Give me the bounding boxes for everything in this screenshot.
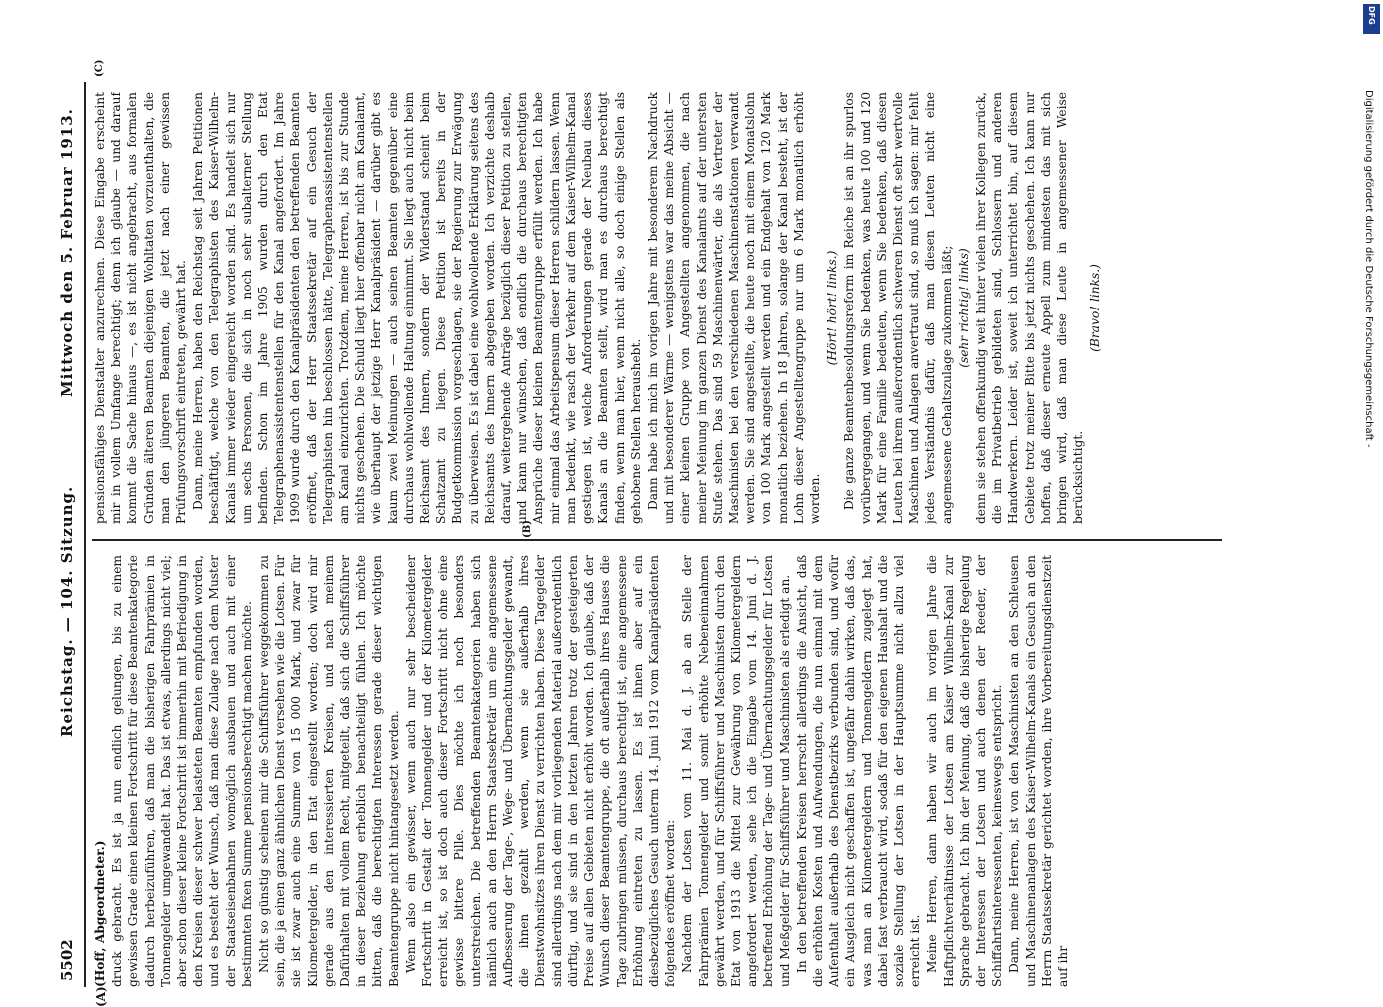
quoted-paragraph: Nachdem der Lotsen vom 11. Mai d. J. ab an Stelle der Fahrprämien Tonnengelder und somit erhöhte Nebeneinnahmen gewährt werden, und für Schiffsführer und Maschinisten durch den Etat von 1913 die Mittel zur Gewährung von Kilometergeldern angefordert werden, sehe ich die Eingabe vom 14. Juni d. J. betreffend Erhöhung der Tage- und Übernachtungsgelder für Lotsen und Meßgelder für Schiffsführer und Maschinisten als erledigt an. [680,555,792,987]
interjection: (sehr richtig! links) [956,248,971,368]
paragraph: pensionsfähiges Dienstalter anzurechnen. Diese Eingabe erscheint mir in vollem Umfange berechtigt; denn ich glaube — und darauf kommt die Sache hinaus —, es ist nicht angebracht, aus formalen Gründen älteren Beamten diejenigen Wohltaten vorzuenthalten, die man den jüngeren Beamten, die jetzt nach einer gewissen Prüfungsvorschrift eintreten, gewährt hat. [93,92,189,524]
session-date: Mittwoch den 5. Februar 1913. [58,108,76,397]
rotated-page [52,59,1262,1007]
margin-marker-c: (C) [94,59,105,77]
interjection: (Bravo! links.) [1088,264,1103,352]
digitization-credit [1360,20,1380,980]
paragraph: Dann habe ich mich im vorigen Jahre mit besonderem Nachdruck und mit besonderer Wärme — wenigstens war das meine Absicht — einer kleinen Gruppe von Angestellten angenommen, die nach meiner Meinung im ganzen Dienst des Kanalamts auf der untersten Stufe stehen. Das sind 59 Maschinenwärter, die als Vertreter der Maschinisten bei den verschiedenen Maschinenstationen verwandt werden. Sie sind angestellte, die heute noch mit einem Monatslohn von 100 Mark angestellt werden und ein Endgehalt von 120 Mark monatlich beziehen. In 18 Jahren, solange der Kanal besteht, ist der Lohn dieser Angestelltengruppe nur um 6 Mark monatlich erhöht worden. [645,92,822,524]
margin-marker-a: (A) [94,986,108,1007]
interjection: (Hört! hört! links.) [825,250,840,366]
paragraph: Die ganze Beamtenbesoldungsreform im Reiche ist an ihr spurlos vorübergegangen, und wenn Sie bedenken, was heute 100 und 120 Mark für eine Familie bedeuten, wenn Sie bedenken, daß diesen Leuten bei ihrem außerordentlich schweren Dienst oft sehr wertvolle Maschinen und Anlagen anvertraut sind, so muß ich sagen: mir fehlt jedes Verständnis dafür, daß man diesen Leuten nicht eine angemessene Gehaltszulage zukommen läßt; [842,92,954,524]
paragraph: Meine Herren, dann haben wir auch im vorigen Jahre die Haftpflichtverhältnisse der Lotsen am Kaiser Wilhelm-Kanal zur Sprache gebracht. Ich bin der Meinung, daß die bisherige Regelung der Interessen der Lotsen und auch denen der Reeder, der Schiffahrtsinteressenten, keineswegs entspricht. [925,555,1005,987]
left-column [92,555,1232,987]
page-number: 5502 [58,939,76,981]
speaker-note: (Hoff, Abgeordneter.) [93,840,107,987]
page-header [52,82,86,987]
paragraph: Dann, meine Herren, haben den Reichstag seit Jahren Petitionen beschäftigt, welche von den Telegraphisten des Kaiser-Wilhelm-Kanals immer wieder eingereicht worden sind. Es handelt sich nur um sechs Personen, die sich in noch sehr subalterner Stellung befinden. Schon im Jahre 1905 wurden durch den Etat Telegraphenassistentenstellen für den Kanal angefordert. Im Jahre 1909 wurde durch den Kanalpräsidenten den betreffenden Beamten eröffnet, daß der Herr Staatssekretär auf ein Gesuch der Telegraphisten hin beschlossen hätte, Telegraphenassistentenstellen am Kanal einzurichten. Trotzdem, meine Herren, ist bis zur Stunde nichts geschehen. Die Schuld liegt hier offenbar nicht am Kanalamt, wie überhaupt der jetzige Herr Kanalpräsident — darüber gibt es kaum zwei Meinungen — auch seinen Beamten gegenüber eine durchaus wohlwollende Haltung einnimmt. Sie liegt auch nicht beim Reichsamt des Innern, sondern der Widerstand scheint beim Schatzamt zu liegen. Diese Petition ist bereits in der Budgetkommission vorgeschlagen, sie der Regierung zur Erwägung zu überweisen. Es ist dabei eine wohlwollende Erklärung seitens des Reichsamts des Innern abgegeben worden. Ich verzichte deshalb darauf, weitergehende Anträge bezüglich dieser Petition zu stellen, und kann nur wünschen, daß endlich die durchaus berechtigten Ansprüche dieser kleinen Beamtengruppe erfüllt werden. Ich habe mir einmal das Arbeitspensum dieser Herren schildern lassen. Wenn man bedenkt, wie rasch der Verkehr auf dem Kaiser-Wilhelm-Kanal gestiegen ist, welche Anforderungen gerade der Neubau dieses Kanals an die Beamten stellt, wird man es durchaus berechtigt finden, wenn man hier, wenn nicht alle, so doch einige Stellen als gehobene Stellen heraushebt. [191,92,643,524]
dfg-logo: DFG [1363,4,1380,34]
credit-text: Digitalisierung gefördert durch die Deutsche Forschungsgemeinschaft - [1363,90,1374,448]
paragraph: druck gebracht. Es ist ja nun endlich gelungen, bis zu einem gewissen Grade einen kleinen Fortschritt für diese Beamtenkategorie dadurch herbeizuführen, daß man die bisherigen Fahrprämien in Tonnengelder umgewandelt hat. Das ist etwas, allerdings nicht viel; aber schon dieser kleine Fortschritt ist immerhin mit Befriedigung in den Kreisen dieser schwer belasteten Beamten empfunden worden, und es besteht der Wunsch, daß man diese Zulage nach dem Muster der Staatseisenbahnen womöglich ausbauen und auch mit einer bestimmten fixen Summe pensionsberechtigt machen möchte. [110,555,254,987]
paragraph: Dann, meine Herren, ist von den Maschinisten an den Schleusen und Maschinenanlagen des Kaiser-Wilhelm-Kanals ein Gesuch an den Herrn Staatssekretär gerichtet worden, ihre Vorbereitungsdienstzeit auf ihr [1007,555,1070,987]
paragraph: Nicht so günstig scheinen mir die Schiffsführer weggekommen zu sein, die ja einen ganz ähnlichen Dienst versehen wie die Lotsen. Für sie ist zwar auch eine Summe von 15 000 Mark, und zwar für Kilometergelder, in den Etat eingestellt worden; doch wird mir gerade aus den interessierten Kreisen, und nach meinem Dafürhalten mit vollem Recht, mitgeteilt, daß sich die Schiffsführer in dieser Beziehung erheblich benachteiligt fühlen. Ich möchte bitten, daß die berechtigten Interessen gerade dieser wichtigen Beamtengruppe nicht hintangesetzt werden. [257,555,401,987]
column-divider [92,539,1222,541]
paragraph: denn sie stehen offenkundig weit hinter vielen ihrer Kollegen zurück, die im Privatbetrieb gebildeten sind, Schlossern und anderen Handwerkern. Leider ist, soweit ich unterrichtet bin, auf diesem Gebiete trotz meiner Bitte bis jetzt nichts geschehen. Ich kann nur hoffen, daß dieser erneute Appell zum mindesten das mit sich bringen wird, daß man diese Leute in angemessener Weise berücksichtigt. [973,92,1086,524]
margin-marker-b: (B) [522,520,533,538]
paragraph: Wenn also ein gewisser, wenn auch nur sehr bescheidener Fortschritt in Gestalt der Tonnengelder und der Kilometergelder erreicht ist, so ist doch auch dieser Fortschritt nicht ohne eine gewisse bittere Pille. Dies möchte ich noch besonders unterstreichen. Die betreffenden Beamtenkategorien haben sich nämlich auch an den Herrn Staatssekretär um eine angemessene Aufbesserung der Tage-, Wege- und Übernachtungsgelder gewandt, die ihnen gezahlt werden, wenn sie außerhalb ihres Dienstwohnsitzes ihren Dienst zu verrichten haben. Diese Tagegelder sind allerdings nach dem mir vorliegenden Material außerordentlich dürftig, und sie sind in den letzten Jahren trotz der gesteigerten Preise auf allen Gebieten nicht erhöht worden. Ich glaube, daß der Wunsch dieser Beamtengruppe, die oft außerhalb ihres Hauses die Tage zubringen müssen, durchaus berechtigt ist, eine angemessene Erhöhung eintreten zu lassen. Es ist ihnen aber auf ein diesbezügliches Gesuch unterm 14. Juni 1912 vom Kanalpräsidenten folgendes eröffnet worden: [403,555,678,987]
right-column [92,92,1232,524]
newspaper-page [52,59,1232,1007]
session-title: Reichstag. — 104. Sitzung. [58,485,76,737]
paragraph: In den betreffenden Kreisen herrscht allerdings die Ansicht, daß die erhöhten Kosten und Aufwendungen, die nun einmal mit dem Aufenthalt außerhalb des Dienstbezirks verbunden sind, und wofür ein Ausgleich nicht geschaffen ist, ungefähr dahin wirken, daß das, was man an Kilometergeldern und Tonnengeldern zugelegt hat, dabei fast verbraucht wird, sodaß für den eigenen Haushalt und die soziale Stellung der Lotsen in der Hauptsumme nicht allzu viel erreicht ist. [794,555,923,987]
